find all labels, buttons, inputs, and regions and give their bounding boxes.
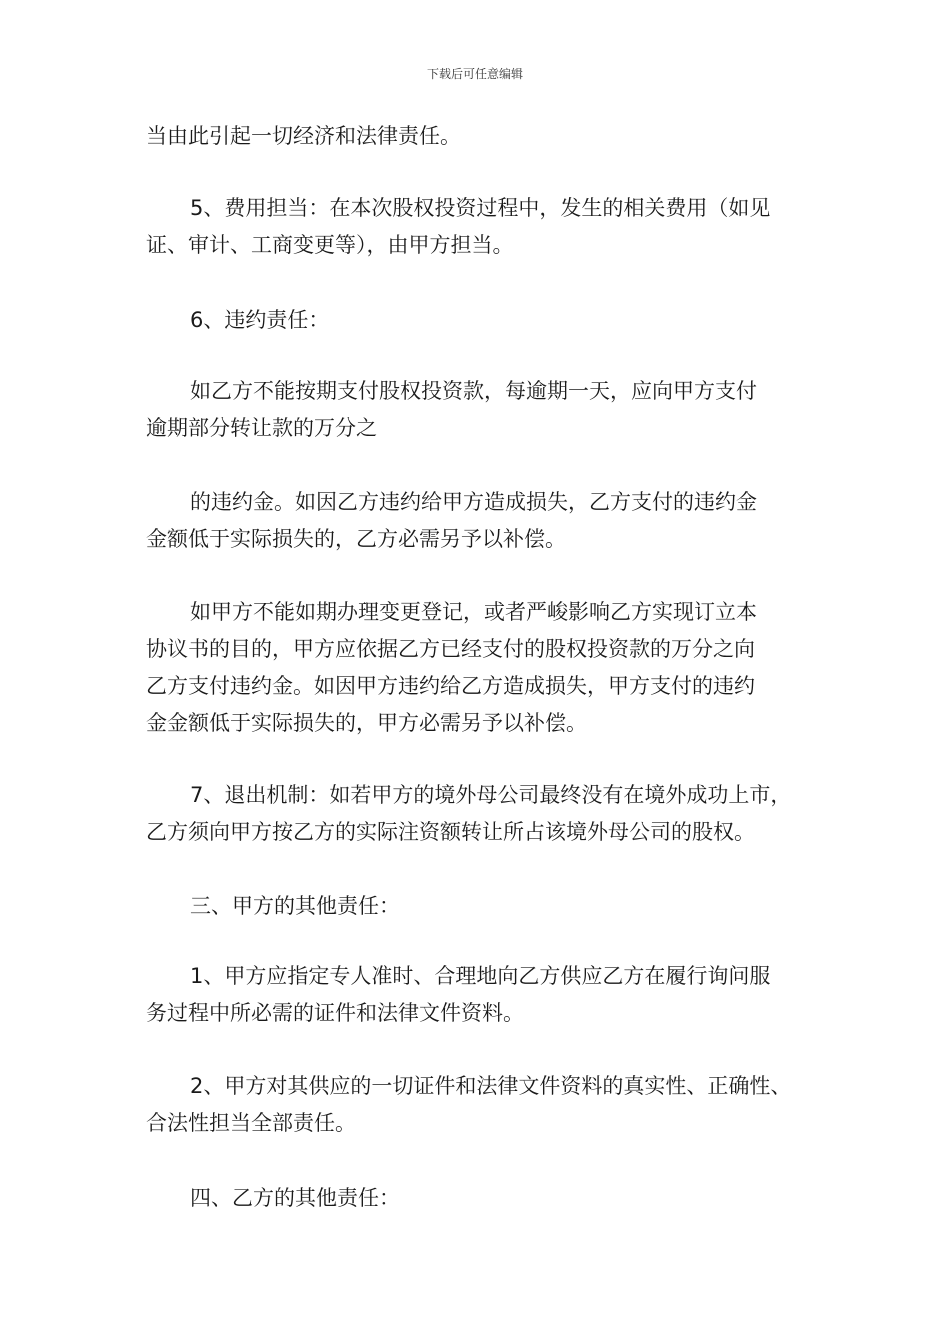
text-line: 协议书的目的，甲方应依据乙方已经支付的股权投资款的万分之向 bbox=[146, 637, 755, 661]
text-line: 5、费用担当：在本次股权投资过程中，发生的相关费用（如见 bbox=[190, 196, 771, 220]
text-line: 金额低于实际损失的，乙方必需另予以补偿。 bbox=[146, 527, 566, 551]
paragraph-fee-clause bbox=[146, 190, 826, 264]
text-line: 1、甲方应指定专人准时、合理地向乙方供应乙方在履行询问服 bbox=[190, 964, 771, 988]
text-line: 证、审计、工商变更等），由甲方担当。 bbox=[146, 233, 514, 257]
text-line: 乙方须向甲方按乙方的实际注资额转让所占该境外母公司的股权。 bbox=[146, 820, 755, 844]
text-line: 四、乙方的其他责任： bbox=[190, 1186, 400, 1210]
text-line: 合法性担当全部责任。 bbox=[146, 1111, 356, 1135]
text-line: 金金额低于实际损失的，甲方必需另予以补偿。 bbox=[146, 711, 587, 735]
section-heading-party-b bbox=[146, 1180, 826, 1217]
text-line: 当由此引起一切经济和法律责任。 bbox=[146, 124, 461, 148]
text-line: 6、违约责任： bbox=[190, 308, 330, 332]
text-line: 的违约金。如因乙方违约给甲方造成损失，乙方支付的违约金 bbox=[190, 490, 757, 514]
text-line: 三、甲方的其他责任： bbox=[190, 894, 400, 918]
paragraph-party-a-breach bbox=[146, 594, 826, 742]
paragraph-liability-continued bbox=[146, 118, 826, 155]
text-line: 乙方支付违约金。如因甲方违约给乙方造成损失，甲方支付的违约 bbox=[146, 674, 755, 698]
paragraph-party-b-late-payment bbox=[146, 373, 826, 447]
text-line: 7、退出机制：如若甲方的境外母公司最终没有在境外成功上市， bbox=[190, 783, 792, 807]
text-line: 如乙方不能按期支付股权投资款，每逾期一天，应向甲方支付 bbox=[190, 379, 757, 403]
paragraph-party-a-duty-2 bbox=[146, 1068, 826, 1142]
text-line: 逾期部分转让款的万分之 bbox=[146, 416, 377, 440]
text-line: 2、甲方对其供应的一切证件和法律文件资料的真实性、正确性、 bbox=[190, 1074, 792, 1098]
paragraph-breach-heading bbox=[146, 302, 826, 339]
text-line: 务过程中所必需的证件和法律文件资料。 bbox=[146, 1001, 524, 1025]
page-header: 下载后可任意编辑 bbox=[426, 67, 523, 81]
paragraph-party-a-duty-1 bbox=[146, 958, 826, 1032]
section-heading-party-a bbox=[146, 888, 826, 925]
paragraph-party-b-penalty bbox=[146, 484, 826, 558]
text-line: 如甲方不能如期办理变更登记，或者严峻影响乙方实现订立本 bbox=[190, 600, 757, 624]
paragraph-exit-mechanism bbox=[146, 777, 826, 851]
